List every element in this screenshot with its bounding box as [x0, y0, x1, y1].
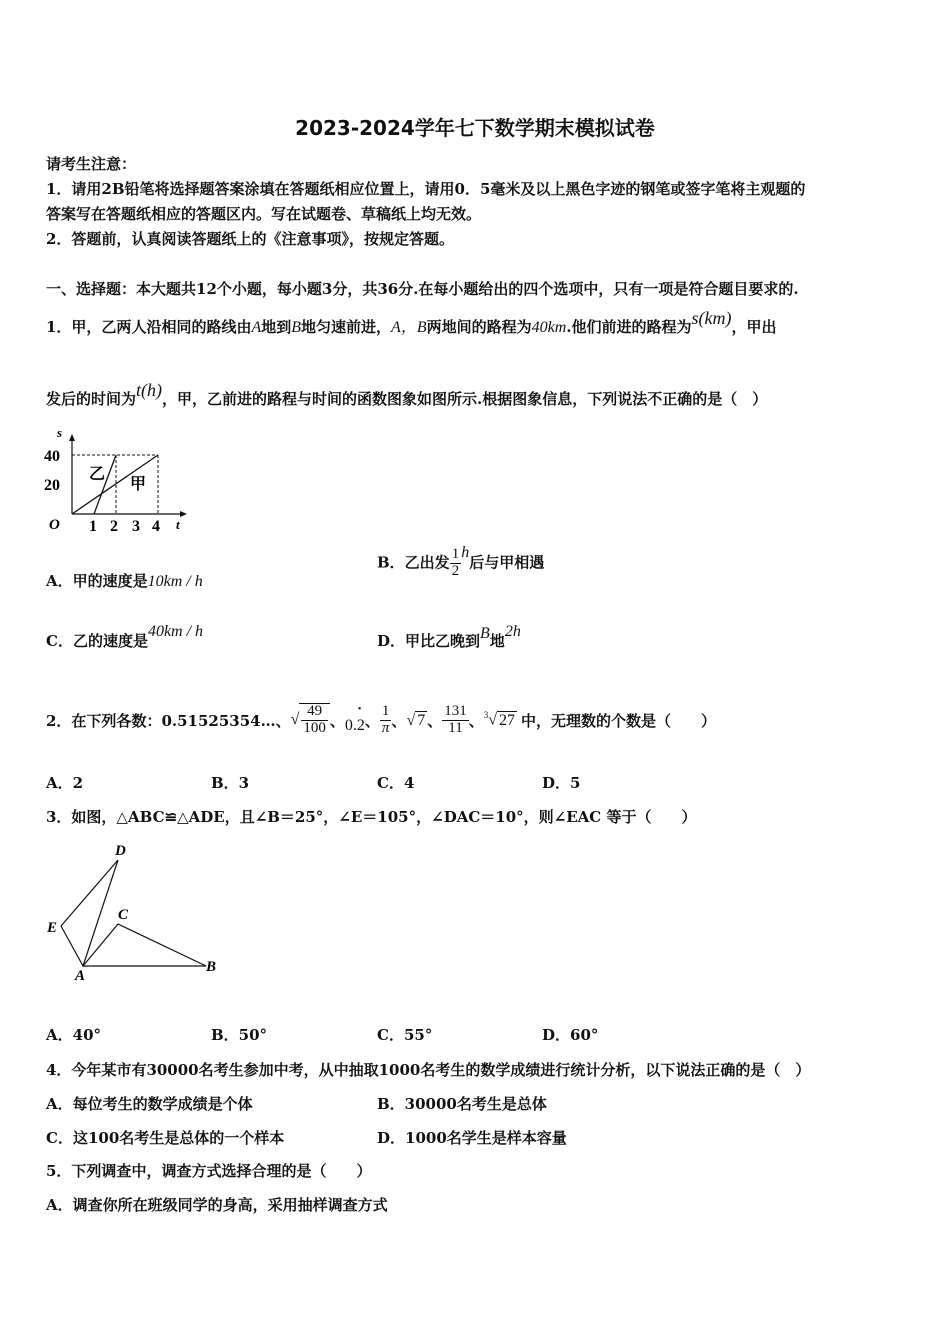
- x-tick-2: 2: [110, 518, 118, 535]
- q3-option-a[interactable]: A．40°: [46, 1026, 102, 1044]
- label-b: B: [206, 959, 217, 975]
- q2-option-b[interactable]: B．3: [211, 774, 250, 792]
- label-e: E: [47, 920, 58, 936]
- q4-option-d[interactable]: D．1000名学生是样本容量: [377, 1129, 567, 1147]
- q4-option-c[interactable]: C．这100名考生是总体的一个样本: [46, 1129, 285, 1147]
- repeating-decimal: 0.2 •: [344, 704, 365, 734]
- y-axis-arrow-icon: [69, 434, 75, 441]
- q2-stem: 2．在下列各数：0.51525354…、 √ $\frac{49}{100}$ 、 0.2 • 、 $\frac{1}{\pi}$ 、 √ 7 、 $\frac{131}{11}$ 、 $^3$√ 27 中，无理数的个数是（ ）: [46, 702, 717, 736]
- notice-line1: 1．请用2B铅笔将选择题答案涂填在答题纸相应位置上，请用0．5毫米及以上黑色字迹的钢笔或签字笔将主观题的: [46, 180, 806, 198]
- y-axis-label: s: [57, 425, 63, 440]
- notice-heading: 请考生注意：: [46, 155, 137, 173]
- x-tick-4: 4: [152, 518, 160, 535]
- q3-option-c[interactable]: C．55°: [377, 1026, 433, 1044]
- q1-option-a[interactable]: A．甲的速度是10km / h: [46, 572, 203, 590]
- q3-option-b[interactable]: B．50°: [211, 1026, 268, 1044]
- y-tick-20: 20: [44, 477, 60, 494]
- q1-stem-line2: 发后的时间为t(h)，甲，乙前进的路程与时间的函数图象如图所示.根据图象信息，下列说法不正确的是（ ）: [46, 380, 768, 408]
- notice-line2: 2．答题前，认真阅读答题纸上的《注意事项》，按规定答题。: [46, 230, 454, 248]
- line-yi: [94, 455, 116, 514]
- x-axis-label: t: [176, 517, 180, 532]
- notice-line1b: 答案写在答题纸相应的答题区内。写在试题卷、草稿纸上均无效。: [46, 205, 482, 223]
- x-axis-arrow-icon: [180, 511, 187, 517]
- q1-graph: [40, 425, 190, 540]
- y-tick-40: 40: [44, 448, 60, 465]
- q5-stem: 5．下列调查中，调查方式选择合理的是（ ）: [46, 1162, 372, 1180]
- triangle-ade: [61, 860, 118, 966]
- q4-option-a[interactable]: A．每位考生的数学成绩是个体: [46, 1095, 253, 1113]
- label-jia: 甲: [130, 476, 147, 493]
- page-title: 2023-2024学年七下数学期末模拟试卷: [295, 116, 655, 140]
- sqrt-fraction: √ $\frac{49}{100}$: [291, 703, 330, 737]
- q2-option-a[interactable]: A．2: [46, 774, 84, 792]
- q4-stem: 4．今年某市有30000名考生参加中考，从中抽取1000名考生的数学成绩进行统计分析，以下说法正确的是（ ）: [46, 1061, 811, 1079]
- q4-option-b[interactable]: B．30000名考生是总体: [377, 1095, 547, 1113]
- q1-option-b[interactable]: B．乙出发 $\frac{1}{2}$ h后与甲相遇: [377, 544, 545, 579]
- label-c: C: [118, 907, 129, 923]
- origin-label: O: [49, 517, 60, 533]
- q2-option-c[interactable]: C．4: [377, 774, 415, 792]
- q5-option-a[interactable]: A．调查你所在班级同学的身高，采用抽样调查方式: [46, 1196, 388, 1214]
- x-tick-3: 3: [132, 518, 140, 535]
- q3-figure: [40, 838, 230, 986]
- q1-option-d[interactable]: D．甲比乙晚到B地2h: [377, 623, 521, 650]
- repeat-dot-icon: •: [357, 704, 362, 715]
- q2-option-d[interactable]: D．5: [542, 774, 581, 792]
- q3-stem: 3．如图，△ABC≌△ADE，且∠B＝25°，∠E＝105°，∠DAC＝10°，则∠EAC 等于（ ）: [46, 808, 697, 826]
- label-yi: 乙: [89, 466, 106, 483]
- x-tick-1: 1: [89, 518, 97, 535]
- label-d: D: [115, 843, 126, 859]
- q1-stem-line1: 1．甲，乙两人沿相同的路线由A地到B地匀速前进，A，B两地间的路程为40km.他们前进的路程为s(km)，甲出: [46, 308, 777, 336]
- label-a: A: [75, 968, 86, 984]
- q3-option-d[interactable]: D．60°: [542, 1026, 599, 1044]
- triangle-abc: [83, 924, 206, 966]
- section-heading: 一、选择题：本大题共12个小题，每小题3分，共36分.在每小题给出的四个选项中，只有一项是符合题目要求的.: [46, 280, 799, 298]
- q1-option-c[interactable]: C．乙的速度是40km / h: [46, 623, 204, 650]
